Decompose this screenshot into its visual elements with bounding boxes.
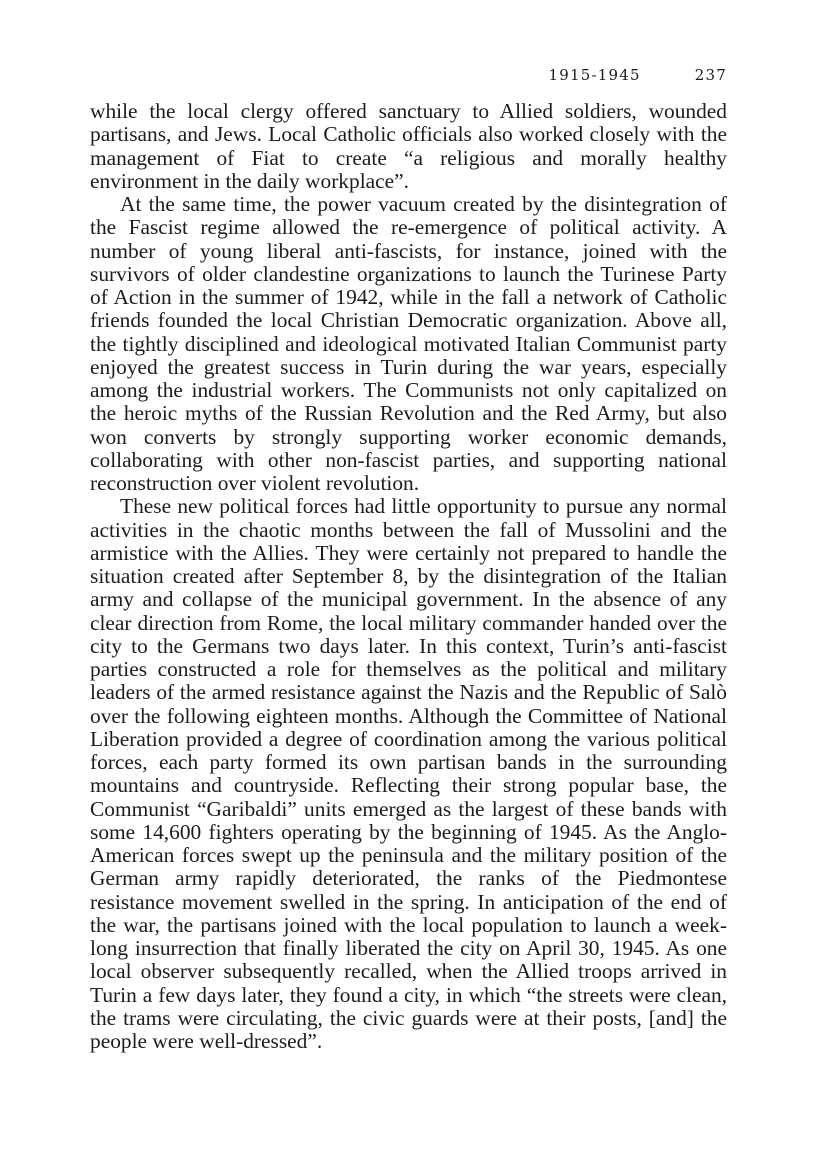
page-number: 237 <box>694 66 727 84</box>
paragraph-political-activity: At the same time, the power vacuum created by the disintegration of the Fascist regime allowed the re-emergence of political activity. A number of young liberal anti-fascists, for instance, joined with the survivors of older clandestine organizations to launch the Turinese Party of Action in the summer of 1942, while in the fall a network of Catholic friends founded the local Christian Democratic organization. Above all, the tightly disciplined and ideological motivated Italian Communist party enjoyed the greatest success in Turin during the war years, especially among the industrial workers. The Communists not only capitalized on the heroic myths of the Russian Revolution and the Red Army, but also won converts by strongly supporting worker economic demands, collaborating with other non-fascist parties, and supporting national reconstruction over violent revolution. <box>90 192 727 495</box>
book-page <box>90 66 727 1053</box>
body-text <box>90 100 727 1053</box>
running-head <box>90 66 727 94</box>
paragraph-continued: while the local clergy offered sanctuary to Allied soldiers, wounded partisans, and Jews. Local Catholic officials also worked closely with the management of Fiat to create “a religious and morally healthy environment in the daily workplace”. <box>90 99 727 193</box>
paragraph-resistance: These new political forces had little opportunity to pursue any normal activities in the chaotic months between the fall of Mussolini and the armistice with the Allies. They were certainly not prepared to handle the situation created after September 8, by the disintegration of the Italian army and collapse of the municipal government. In the absence of any clear direction from Rome, the local military commander handed over the city to the Germans two days later. In this context, Turin’s anti-fascist parties constructed a role for themselves as the political and military leaders of the armed resistance against the Nazis and the Republic of Salò over the following eighteen months. Although the Committee of National Liberation provided a degree of coordination among the various political forces, each party formed its own partisan bands in the surrounding mountains and countryside. Reflecting their strong popular base, the Communist “Garibaldi” units emerged as the largest of these bands with some 14,600 fighters operating by the beginning of 1945. As the Anglo-American forces swept up the peninsula and the military position of the German army rapidly deteriorated, the ranks of the Piedmontese resistance movement swelled in the spring. In anticipation of the end of the war, the partisans joined with the local population to launch a week-long insurrection that finally liberated the city on April 30, 1945. As one local observer subsequently recalled, when the Allied troops arrived in Turin a few days later, they found a city, in which “the streets were clean, the trams were circulating, the civic guards were at their posts, [and] the people were well-dressed”. <box>90 494 727 1053</box>
running-head-section: 1915-1945 <box>548 66 641 84</box>
